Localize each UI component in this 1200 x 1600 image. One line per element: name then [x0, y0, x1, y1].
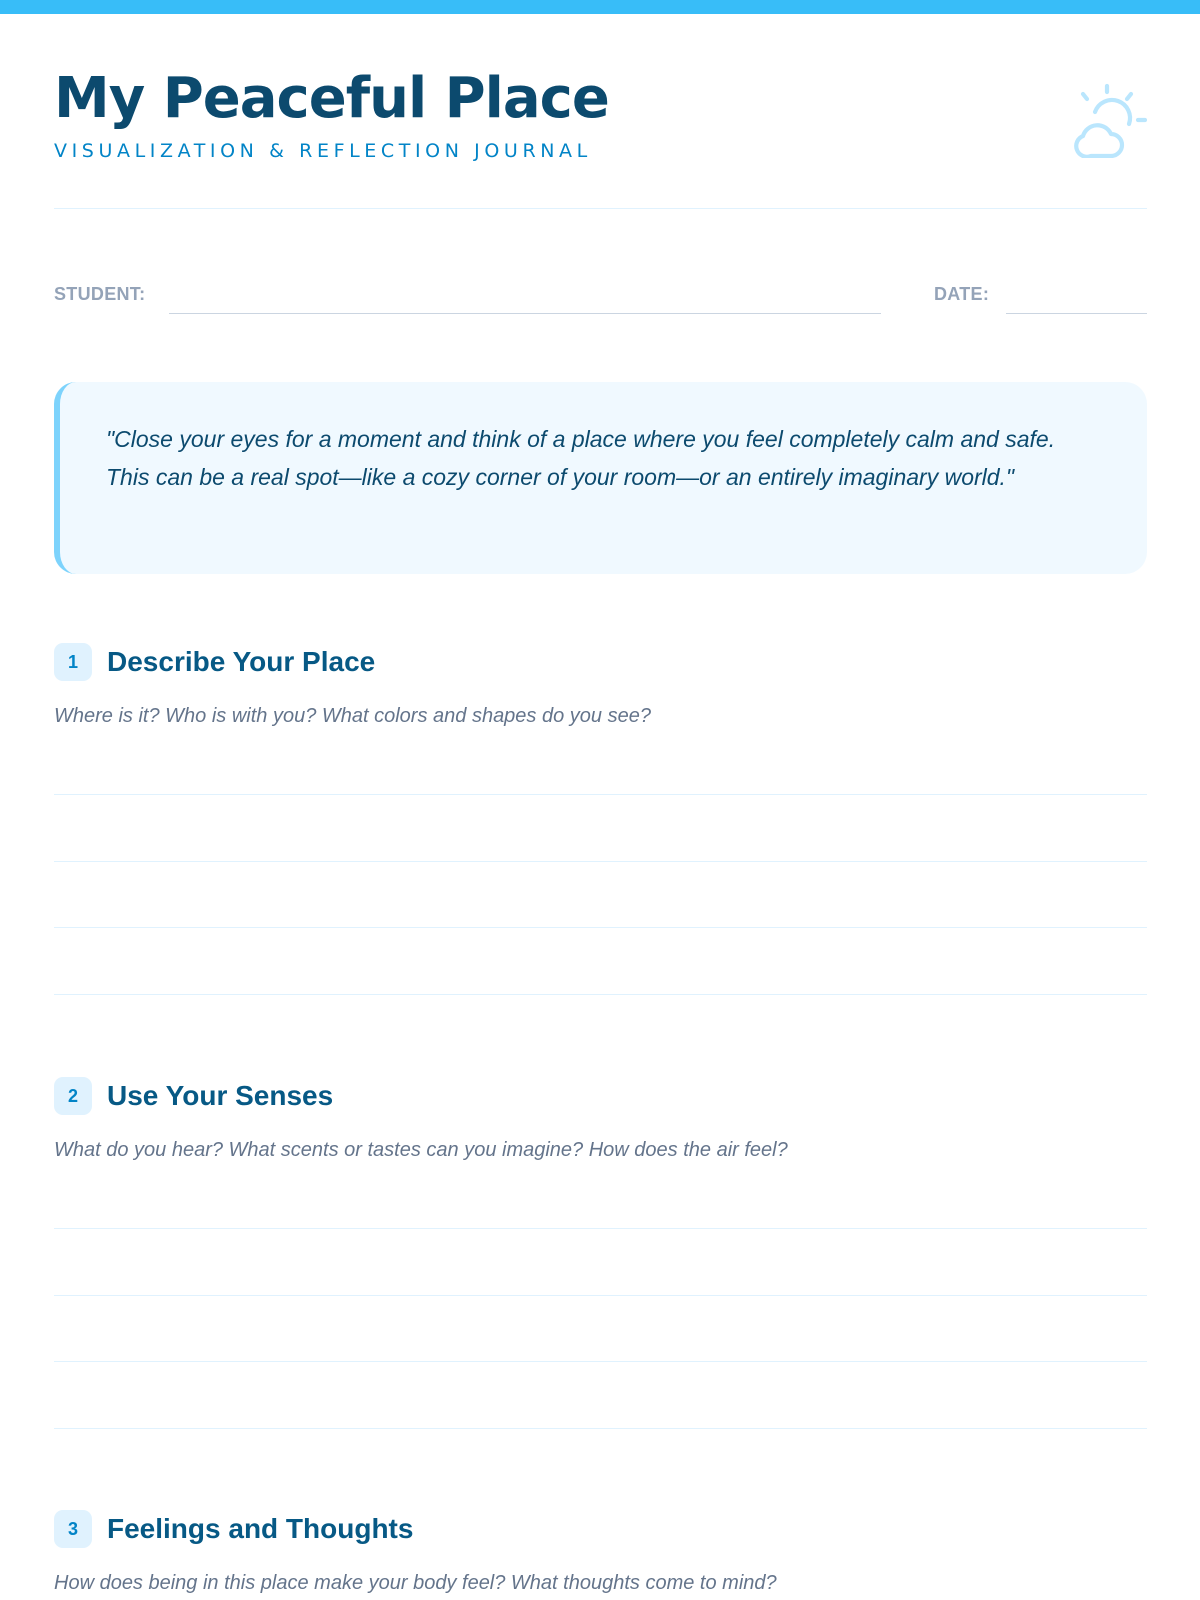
section-title: Feelings and Thoughts: [107, 1513, 414, 1544]
writing-line[interactable]: [54, 861, 1147, 862]
student-label: STUDENT:: [54, 284, 146, 304]
writing-line[interactable]: [54, 994, 1147, 995]
worksheet-header: [54, 62, 1147, 209]
section-title: Use Your Senses: [107, 1080, 334, 1111]
section-header: [54, 1510, 1147, 1548]
section-prompt: What do you hear? What scents or tastes can you imagine? How does the air feel?: [54, 1139, 788, 1161]
section-header: [54, 643, 1147, 681]
section-prompt: Where is it? Who is with you? What colors and shapes do you see?: [54, 705, 651, 727]
writing-line[interactable]: [54, 794, 1147, 795]
page-subtitle: VISUALIZATION & REFLECTION JOURNAL: [54, 140, 592, 162]
date-field[interactable]: [1006, 313, 1147, 314]
intro-quote-text: "Close your eyes for a moment and think of a place where you feel completely calm and safe. This can be a real spot—like a cozy corner of your room—or an entirely imaginary world.": [106, 426, 1056, 490]
writing-line[interactable]: [54, 1228, 1147, 1229]
top-accent-bar: [0, 0, 1200, 14]
section-number-badge: 2: [54, 1077, 92, 1115]
section-feelings-and-thoughts: [54, 1510, 1147, 1600]
student-name-field[interactable]: [169, 313, 881, 314]
writing-line[interactable]: [54, 1295, 1147, 1296]
section-header: [54, 1077, 1147, 1115]
section-title: Describe Your Place: [107, 646, 376, 677]
intro-quote-box: [54, 382, 1147, 574]
page-title: My Peaceful Place: [54, 66, 609, 131]
cloud-sun-icon: [1069, 80, 1147, 158]
section-number-badge: 3: [54, 1510, 92, 1548]
section-number-badge: 1: [54, 643, 92, 681]
writing-line[interactable]: [54, 927, 1147, 928]
section-use-your-senses: [54, 1077, 1147, 1432]
writing-line[interactable]: [54, 1361, 1147, 1362]
student-info-fields: [54, 270, 1147, 316]
section-prompt: How does being in this place make your body feel? What thoughts come to mind?: [54, 1572, 777, 1594]
section-describe-your-place: [54, 643, 1147, 998]
writing-line[interactable]: [54, 1428, 1147, 1429]
date-label: DATE:: [934, 284, 990, 304]
